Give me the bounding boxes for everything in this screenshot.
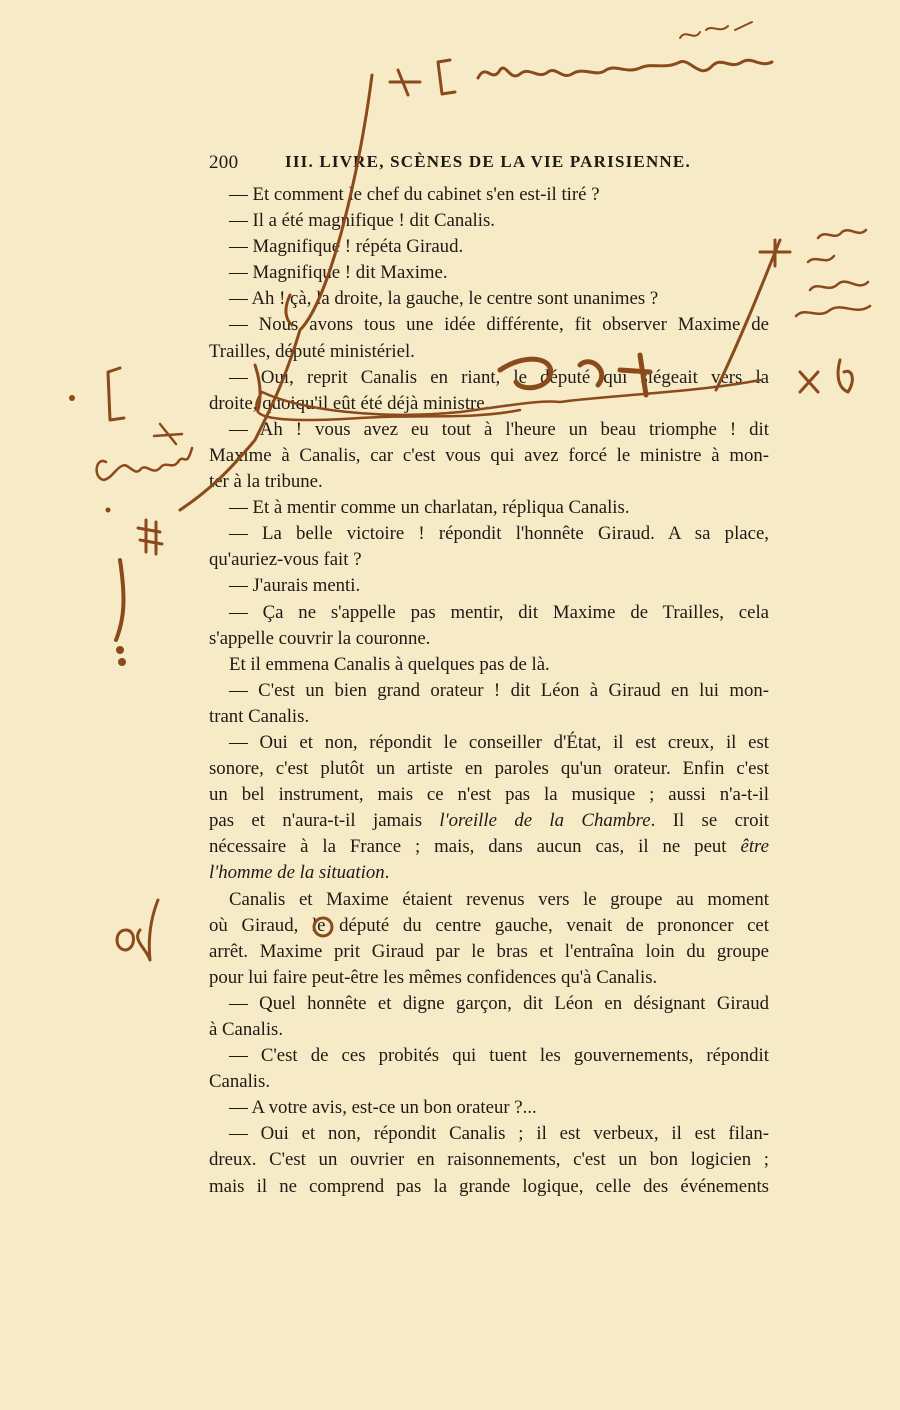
text-line: — Ça ne s'appelle pas mentir, dit Maxime de Trailles, cela (229, 601, 769, 623)
top-note-scribble (478, 60, 772, 78)
left-bracket (108, 368, 124, 420)
text-line: Canalis. (209, 1071, 271, 1093)
left-vertical-mark (116, 560, 123, 640)
page-header (209, 152, 769, 180)
left-note-scribble (97, 424, 192, 480)
text-line: trant Canalis. (209, 705, 310, 727)
text-line: — Magnifique ! répéta Giraud. (229, 236, 464, 258)
left-dot-2 (118, 658, 126, 666)
text-line: — C'est un bien grand orateur ! dit Léon à Giraud en lui mon- (229, 679, 769, 701)
text-line: s'appelle couvrir la couronne. (209, 627, 431, 649)
text-fragment: . (384, 862, 390, 884)
left-dot-1 (116, 646, 124, 654)
text-line: — Et comment le chef du cabinet s'en est-il tiré ? (229, 184, 600, 205)
text-line: arrêt. Maxime prit Giraud par le bras et l'entraîna loin du groupe (209, 940, 769, 962)
text-line: — J'aurais menti. (229, 575, 361, 597)
text-line (209, 808, 769, 834)
italic-phrase: être (740, 836, 769, 858)
left-hash-mark (138, 520, 162, 554)
text-line: à Canalis. (209, 1019, 284, 1040)
text-line: dreux. C'est un ouvrier en raisonnements, c'est un bon logicien ; (209, 1149, 769, 1171)
page-number: 200 (209, 152, 239, 173)
right-mark-xd (800, 360, 852, 392)
text-fragment: nécessaire à la France ; mais, dans aucun cas, il ne peut (209, 836, 741, 858)
plus-mark (390, 70, 420, 95)
text-line (209, 834, 769, 860)
text-line: — C'est de ces probités qui tuent les gouvernements, répondit (229, 1045, 769, 1067)
text-line: Trailles, député ministériel. (209, 340, 415, 362)
text-line: un bel instrument, mais ce n'est pas la musique ; aussi n'a-t-il (209, 784, 769, 806)
body-text (209, 182, 769, 1200)
right-note-scribble (796, 230, 870, 316)
top-note-superscript (680, 22, 752, 38)
italic-phrase: l'homme de la situation (209, 862, 385, 884)
text-line: — Il a été magnifique ! dit Canalis. (229, 210, 495, 232)
text-line: — La belle victoire ! répondit l'honnête Giraud. A sa place, (229, 523, 769, 545)
bottom-left-mark (117, 900, 158, 960)
text-line: — Oui, reprit Canalis en riant, le député qui siégeait vers la (229, 366, 769, 388)
text-line: — Ah ! vous avez eu tout à l'heure un beau triomphe ! dit (229, 418, 769, 440)
left-dot-3 (69, 395, 75, 401)
text-line: droite, quoiqu'il eût été déjà ministre. (209, 392, 490, 414)
bracket-mark (438, 60, 455, 94)
text-fragment: . Il se croit (650, 810, 769, 832)
running-head: III. LIVRE, SCÈNES DE LA VIE PARISIENNE. (285, 152, 691, 171)
text-line: qu'auriez-vous fait ? (209, 549, 362, 571)
text-line: — Nous avons tous une idée différente, fit observer Maxime de (229, 314, 769, 336)
text-line: pour lui faire peut-être les mêmes confidences qu'à Canalis. (209, 966, 658, 988)
text-line: ter à la tribune. (209, 471, 323, 493)
left-dot-4 (106, 508, 111, 513)
text-fragment: pas et n'aura-t-il jamais (209, 810, 440, 832)
text-line: mais il ne comprend pas la grande logique, celle des événements (209, 1175, 769, 1197)
text-line: où Giraud, le député du centre gauche, venait de prononcer cet (209, 914, 769, 936)
text-line: — Ah ! çà, la droite, la gauche, le centre sont unanimes ? (229, 288, 659, 310)
text-line: Canalis et Maxime étaient revenus vers le groupe au moment (229, 888, 769, 910)
text-line: — Oui et non, répondit le conseiller d'État, il est creux, il est (229, 731, 769, 753)
text-line: — Oui et non, répondit Canalis ; il est verbeux, il est filan- (229, 1123, 769, 1145)
text-line: — Et à mentir comme un charlatan, répliqua Canalis. (229, 497, 630, 519)
text-line: — Quel honnête et digne garçon, dit Léon en désignant Giraud (229, 992, 769, 1014)
text-line (209, 860, 769, 886)
text-line: — Magnifique ! dit Maxime. (229, 262, 448, 284)
text-line: sonore, c'est plutôt un artiste en paroles qu'un orateur. Enfin c'est (209, 758, 769, 780)
text-line: — A votre avis, est-ce un bon orateur ?... (229, 1097, 537, 1119)
text-line: Et il emmena Canalis à quelques pas de là. (229, 653, 550, 675)
text-line: Maxime à Canalis, car c'est vous qui avez forcé le ministre à mon- (209, 444, 769, 466)
italic-phrase: l'oreille de la Chambre (439, 810, 651, 832)
